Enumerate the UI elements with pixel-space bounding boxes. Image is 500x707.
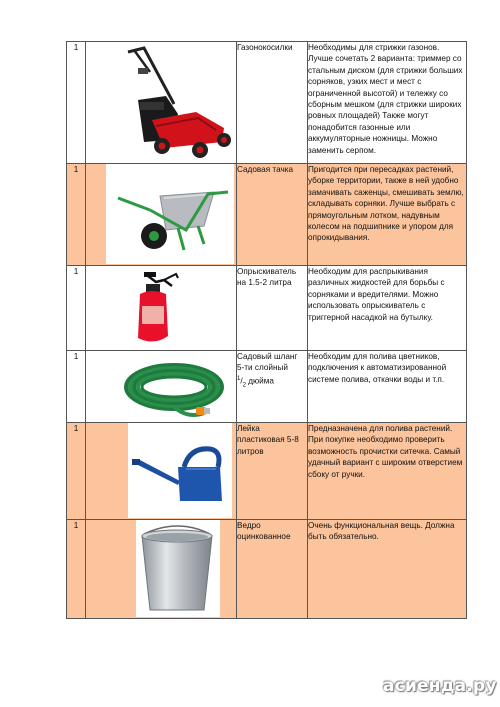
row-number: 1 [67,351,86,423]
tool-name-line1: Садовый шланг [237,352,298,361]
sprayer-icon [86,266,236,351]
tool-description: Необходимы для стрижки газонов. Лучше сочетать 2 варианта: триммер со стальным диском (для стрижки больших сорняков, узких мест и мест с ограниченной высотой) и тележку со сборным мешком (для стрижки широких ровных площадей) Также могут понадобится газонные или аккумуляторные ножницы. Можно заменить серпом. [308,42,467,164]
bucket-icon [86,520,236,617]
watering-can-image-cell [86,423,237,520]
tool-description: Пригодится при пересадках растений, уборке территории, также в ней удобно замачивать саженцы, смешивать землю, складывать сорняки. Лучше выбрать с прямоугольным лотком, надувным колесом на подшипнике и упором для опрокидывания. [308,164,467,266]
tool-name: Опрыскиватель на 1.5-2 литра [237,266,308,351]
hose-image-cell [86,351,237,423]
table-row [67,423,467,520]
row-number: 1 [67,520,86,619]
row-number: 1 [67,42,86,164]
tool-description: Необходим для полива цветников, подключения к автоматизированной системе полива, откачки воды и т.п. [308,351,467,423]
tools-table [66,41,467,619]
table-row [67,42,467,164]
wheelbarrow-image-cell [86,164,237,266]
row-number: 1 [67,164,86,266]
bucket-image-cell [86,520,237,619]
table-row [67,164,467,266]
watering-can-icon [86,423,236,518]
lawnmower-icon [86,42,236,164]
tool-description: Необходим для распрыкивания различных жидкостей для борьбы с сорняками и вредителями. Можно использовать опрыскиватель с триггерной насадкой на бутылку. [308,266,467,351]
sprayer-image-cell [86,266,237,351]
tool-name: Садовая тачка [237,164,308,266]
tool-name: Газонокосилки [237,42,308,164]
tool-name: Садовый шланг 5-ти слойный $^1/_2$ дюйма [237,351,308,423]
site-watermark: асиенда.ру [383,676,497,696]
table-row [67,351,467,423]
table-row [67,266,467,351]
tool-name-tail: дюйма [248,376,274,386]
tool-name: Ведро оцинкованное [237,520,308,619]
tool-name-line2: 5-ти слойный [237,363,288,373]
wheelbarrow-icon [86,164,236,264]
fraction-denominator: 2 [242,382,246,389]
fraction-numerator: 1 [237,375,241,382]
table-row [67,520,467,619]
garden-hose-icon [86,351,236,423]
row-number: 1 [67,266,86,351]
tool-name: Лейка пластиковая 5-8 литров [237,423,308,520]
tool-description: Предназначена для полива растений. При покупке необходимо проверить возможность прочистки ситечка. Самый удачный вариант с широким отверстием сбоку от ручки. [308,423,467,520]
tool-description: Очень функциональная вещь. Должна быть обязательно. [308,520,467,619]
row-number: 1 [67,423,86,520]
lawnmower-image-cell [86,42,237,164]
